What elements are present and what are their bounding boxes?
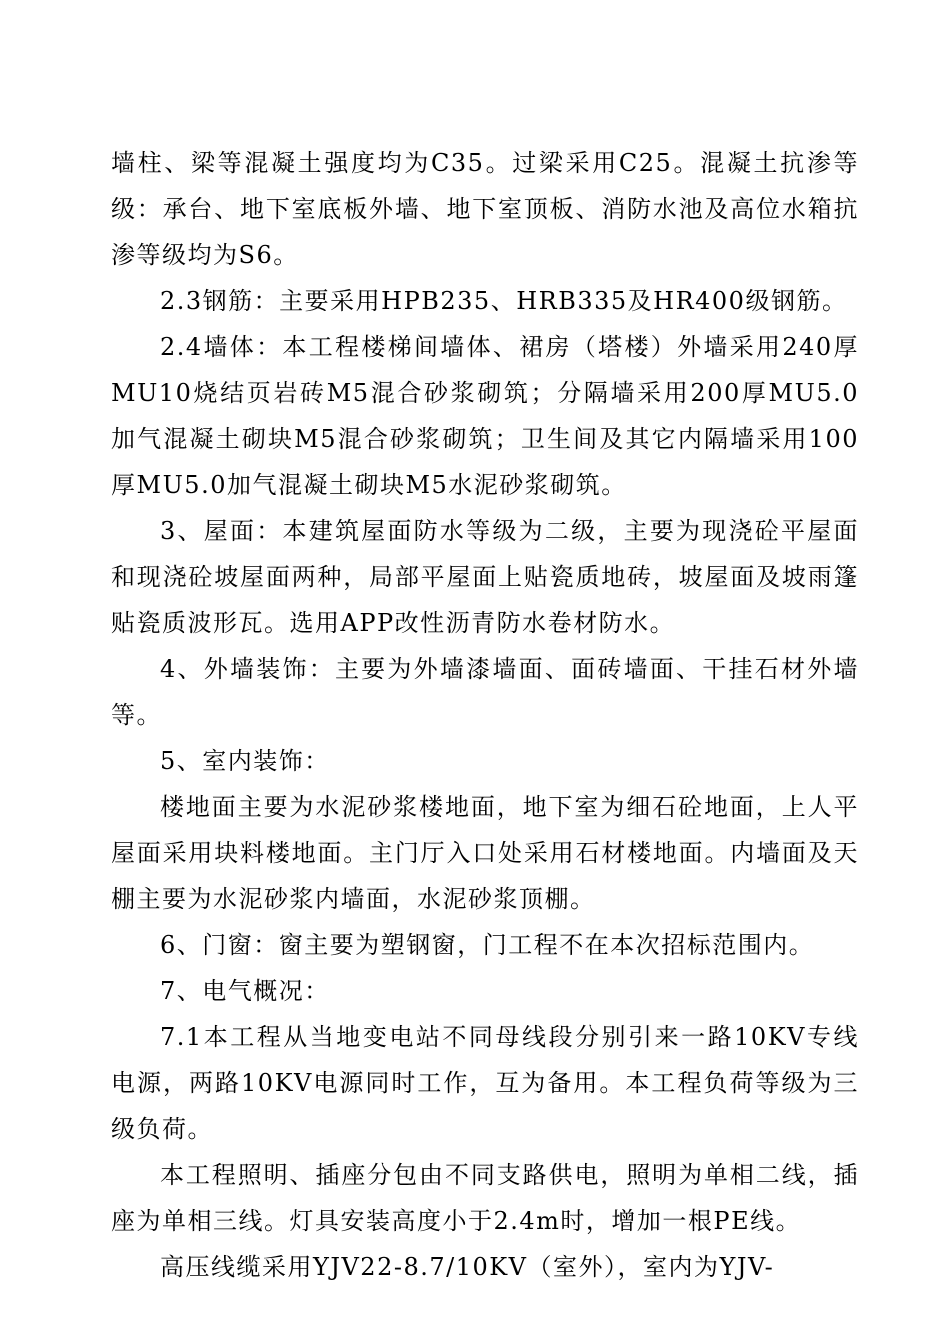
document-body — [111, 140, 859, 1290]
paragraph-exterior-decoration: 4、外墙装饰：主要为外墙漆墙面、面砖墙面、干挂石材外墙等。 — [111, 655, 859, 729]
paragraph-interior-decoration-heading: 5、室内装饰： — [160, 747, 330, 775]
paragraph-doors-windows: 6、门窗：窗主要为塑钢窗，门工程不在本次招标范围内。 — [160, 931, 815, 959]
paragraph-high-voltage-cables: 高压线缆采用YJV22-8.7/10KV（室外），室内为YJV- — [160, 1253, 775, 1281]
paragraph-walls: 2.4墙体：本工程楼梯间墙体、裙房（塔楼）外墙采用240厚MU10烧结页岩砖M5混合砂浆砌筑；分隔墙采用200厚MU5.0加气混凝土砌块M5混合砂浆砌筑；卫生间及其它内隔墙采用100厚MU5.0加气混凝土砌块M5水泥砂浆砌筑。 — [111, 333, 859, 499]
paragraph-steel-bars: 2.3钢筋：主要采用HPB235、HRB335及HR400级钢筋。 — [160, 287, 848, 315]
paragraph-lighting-sockets: 本工程照明、插座分包由不同支路供电，照明为单相二线，插座为单相三线。灯具安装高度小于2.4m时，增加一根PE线。 — [111, 1161, 859, 1235]
paragraph-concrete-grades: 墙柱、梁等混凝土强度均为C35。过梁采用C25。混凝土抗渗等级：承台、地下室底板外墙、地下室顶板、消防水池及高位水箱抗渗等级均为S6。 — [111, 149, 859, 269]
paragraph-electrical-heading: 7、电气概况： — [160, 977, 330, 1005]
paragraph-roof: 3、屋面：本建筑屋面防水等级为二级，主要为现浇砼平屋面和现浇砼坡屋面两种，局部平屋面上贴瓷质地砖，坡屋面及坡雨篷贴瓷质波形瓦。选用APP改性沥青防水卷材防水。 — [111, 517, 859, 637]
paragraph-interior-decoration: 楼地面主要为水泥砂浆楼地面，地下室为细石砼地面，上人平屋面采用块料楼地面。主门厅入口处采用石材楼地面。内墙面及天棚主要为水泥砂浆内墙面，水泥砂浆顶棚。 — [111, 793, 859, 913]
paragraph-power-supply: 7.1本工程从当地变电站不同母线段分别引来一路10KV专线电源，两路10KV电源同时工作，互为备用。本工程负荷等级为三级负荷。 — [111, 1023, 859, 1143]
